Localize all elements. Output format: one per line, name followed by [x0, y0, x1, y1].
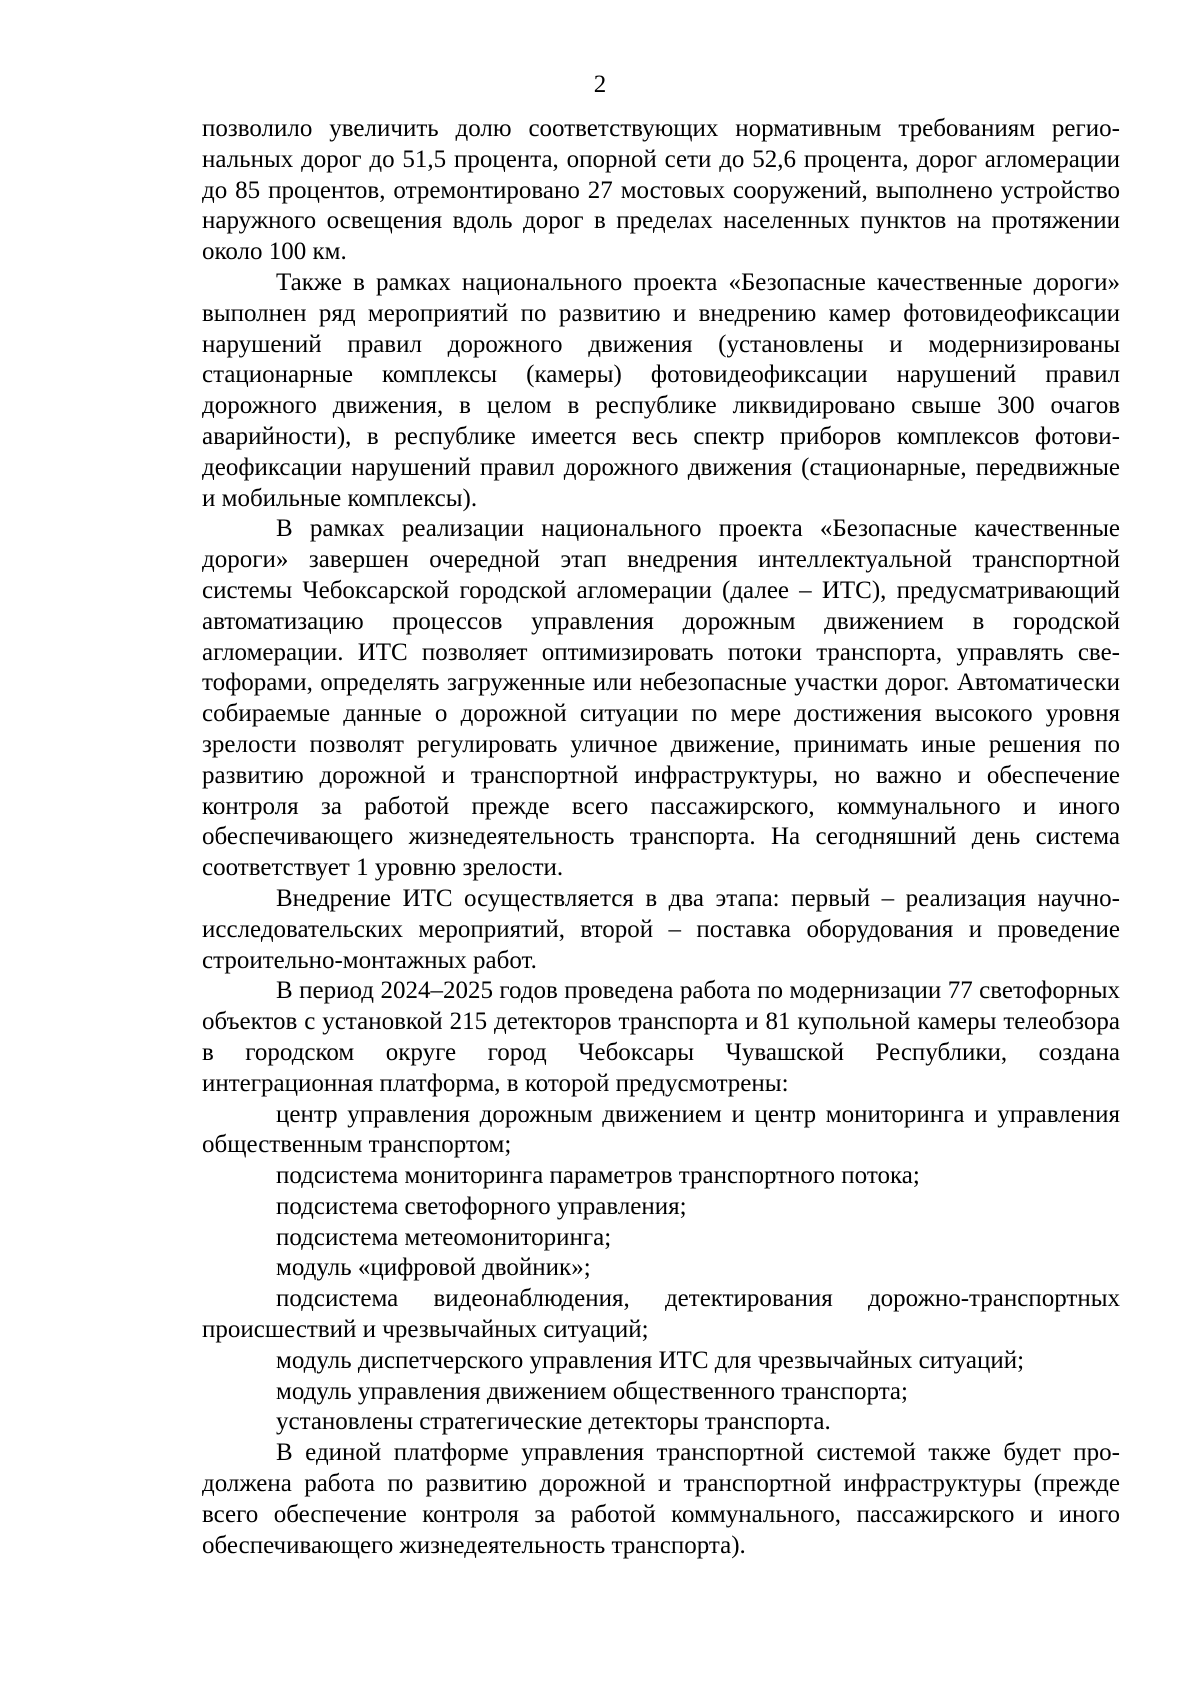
list-item-strategic-detectors: установлены стратегические детекторы транспорта.: [276, 1408, 831, 1436]
list-item-meteo-monitoring: подсистема метеомониторинга;: [276, 1223, 612, 1251]
list-item-traffic-light-control: подсистема светофорного управления;: [276, 1192, 687, 1220]
paragraph-its-two-stages: Внедрение ИТС осуществляется в два этапа: первый – реализация научно-исследовательских мероприятий, второй – поставка оборудования и проведение строительно-монтажных работ.: [202, 884, 1120, 974]
paragraph-photo-video-cameras: Также в рамках национального проекта «Безопасные качественные дороги» выполнен ряд мероприятий по развитию и внедрению камер фотовидеофиксации нарушений правил дорожного движения (установлены и модернизированы стационарные комплексы (камеры) фотовидеофиксации нарушений правил дорожного движения, в целом в республике ликвидировано свыше 300 очагов аварийности), в республике имеется весь спектр приборов комплексов фотовидеофиксации нарушений правил дорожного движения (стационарные, передвижные и мобильные комплексы).: [202, 268, 1120, 512]
list-item-digital-twin: модуль «цифровой двойник»;: [276, 1254, 591, 1282]
paragraph-modernization-2024-2025: В период 2024–2025 годов проведена работа по модернизации 77 светофорных объектов с установкой 215 детекторов транспорта и 81 купольной камеры телеобзора в городском округе город Чебоксары Чувашской Республики, создана интеграционная платформа, в которой предусмотрены:: [202, 977, 1120, 1097]
paragraph-road-standards: позволило увеличить долю соответствующих нормативным требованиям региональных дорог до 51,5 процента, опорной сети до 52,6 процента, дорог агломерации до 85 процентов, отремонтировано 27 мостовых сооружений, выполнено устройство наружного освещения вдоль дорог в пределах населенных пунктов на протяжении около 100 км.: [202, 115, 1120, 266]
paragraph-unified-platform: В единой платформе управления транспортной системой также будет продолжена работа по развитию дорожной и транспортной инфраструктуры (прежде всего обеспечение контроля за работой коммунального, пассажирского и иного обеспечивающего жизнедеятельность транспорта).: [202, 1439, 1120, 1559]
list-item-dispatch-module: модуль диспетчерского управления ИТС для чрезвычайных ситуаций;: [276, 1346, 1025, 1374]
page-number: 2: [593, 71, 607, 98]
list-item-traffic-monitoring: подсистема мониторинга параметров транспортного потока;: [276, 1162, 920, 1190]
paragraph-its-stage: В рамках реализации национального проекта «Безопасные качественные дороги» завершен очередной этап внедрения интеллектуальной транспортной системы Чебоксарской городской агломерации (далее – ИТС), предусматривающий автоматизацию процессов управления дорожным движением в городской агломерации. ИТС позволяет оптимизировать потоки транспорта, управлять светофорами, определять загруженные или небезопасные участки дорог. Автоматически собираемые данные о дорожной ситуации по мере достижения высокого уровня зрелости позволят регулировать уличное движение, принимать иные решения по развитию дорожной и транспортной инфраструктуры, но важно и обеспечение контроля за работой прежде всего пассажирского, коммунального и иного обеспечивающего жизнедеятельность транспорта. На сегодняшний день система соответствует 1 уровню зрелости.: [202, 515, 1120, 882]
document-body: [202, 114, 1120, 1561]
list-item-control-centers: центр управления дорожным движением и центр мониторинга и управления общественным транспортом;: [202, 1100, 1120, 1159]
list-item-public-transport-module: модуль управления движением общественного транспорта;: [276, 1377, 908, 1405]
list-item-video-surveillance: подсистема видеонаблюдения, детектирования дорожно-транспортных происшествий и чрезвычайных ситуаций;: [202, 1285, 1120, 1344]
